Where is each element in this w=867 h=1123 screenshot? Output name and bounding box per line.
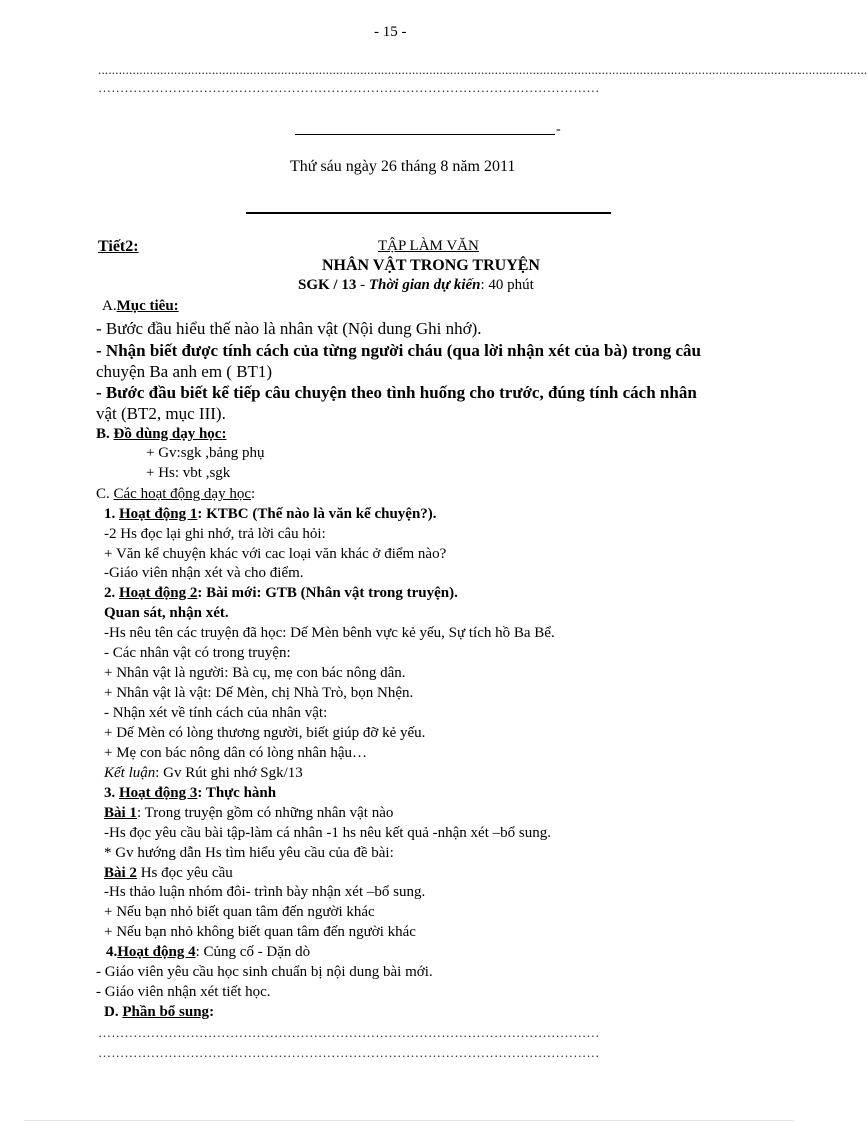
page-number: - 15 - bbox=[374, 24, 407, 40]
top-dotted-line-2: …………………………………………………………………………………………………… bbox=[98, 80, 600, 95]
activity-1-prefix: 1. bbox=[104, 506, 119, 522]
section-a-prefix: A. bbox=[102, 298, 117, 314]
activity-1-line: -Giáo viên nhận xét và cho điểm. bbox=[104, 565, 304, 581]
long-rule bbox=[246, 212, 611, 214]
time-value: : 40 phút bbox=[480, 277, 534, 293]
section-d-title: Phần bổ sung bbox=[122, 1004, 210, 1020]
activity-2-rest: : Bài mới: GTB (Nhân vật trong truyện). bbox=[197, 585, 458, 601]
subject-title: TẬP LÀM VĂN bbox=[378, 238, 479, 254]
goal-line: - Nhận biết được tính cách của từng người cháu (qua lời nhận xét của bà) trong câu bbox=[96, 341, 701, 360]
activity-3-title: Hoạt động 3 bbox=[119, 785, 198, 801]
section-c-suffix: : bbox=[250, 486, 256, 502]
activity-3-rest: : Thực hành bbox=[197, 785, 277, 801]
activity-2-line: -Hs nêu tên các truyện đã học: Dế Mèn bênh vực kẻ yếu, Sự tích hồ Ba Bể. bbox=[104, 625, 555, 641]
section-c-prefix: C. bbox=[96, 486, 114, 502]
activity-2-prefix: 2. bbox=[104, 585, 119, 601]
activity-2-line: + Nhân vật là người: Bà cụ, mẹ con bác nông dân. bbox=[104, 665, 406, 681]
sgk-line bbox=[298, 277, 534, 294]
goal-line: vật (BT2, mục III). bbox=[96, 404, 226, 423]
lesson-label: Tiết2: bbox=[98, 238, 139, 255]
activity-2-title: Hoạt động 2 bbox=[119, 585, 198, 601]
bottom-dotted-line-1: …………………………………………………………………………………………………… bbox=[98, 1025, 600, 1040]
material-item: + Gv:sgk ,bảng phụ bbox=[146, 445, 265, 461]
time-label: Thời gian dự kiến bbox=[368, 277, 481, 293]
activity-4-heading bbox=[106, 943, 310, 962]
exercise-2-detail: -Hs thảo luận nhóm đôi- trình bày nhận xét –bổ sung. bbox=[104, 884, 426, 900]
rule-dash: - bbox=[556, 122, 561, 137]
activity-4-line: - Giáo viên yêu cầu học sinh chuẩn bị nội dung bài mới. bbox=[96, 964, 433, 980]
section-c-heading bbox=[96, 485, 255, 504]
exercise-2-line bbox=[104, 864, 233, 883]
activity-2-heading bbox=[104, 584, 458, 603]
lesson-title: NHÂN VẬT TRONG TRUYỆN bbox=[322, 257, 540, 274]
exercise-2-label: Bài 2 bbox=[104, 865, 137, 881]
activity-4-rest: : Củng cố - Dặn dò bbox=[195, 944, 311, 960]
section-d-suffix: : bbox=[209, 1004, 215, 1020]
top-dotted-line-1: ............................................................................................................................................................................................................................... bbox=[98, 62, 867, 77]
section-d-heading bbox=[104, 1003, 214, 1022]
section-b-heading bbox=[96, 425, 226, 444]
conclusion-text: : Gv Rút ghi nhớ Sgk/13 bbox=[155, 765, 303, 781]
section-a-heading bbox=[102, 297, 179, 316]
goal-line: - Bước đầu biết kể tiếp câu chuyện theo tình huống cho trước, đúng tính cách nhân bbox=[96, 383, 697, 402]
goal-line: - Bước đầu hiểu thế nào là nhân vật (Nội dung Ghi nhớ). bbox=[96, 319, 482, 338]
exercise-2-detail: + Nếu bạn nhỏ biết quan tâm đến người khác bbox=[104, 904, 375, 920]
activity-1-heading bbox=[104, 505, 437, 524]
exercise-2-detail: + Nếu bạn nhỏ không biết quan tâm đến người khác bbox=[104, 924, 416, 940]
exercise-2-text: Hs đọc yêu cầu bbox=[136, 865, 233, 881]
exercise-1-label: Bài 1 bbox=[104, 805, 137, 821]
activity-4-prefix: 4. bbox=[106, 944, 118, 960]
activity-2-subheading: Quan sát, nhận xét. bbox=[104, 605, 229, 621]
activity-3-prefix: 3. bbox=[104, 785, 119, 801]
activity-1-rest: : KTBC (Thế nào là văn kể chuyện?). bbox=[197, 506, 437, 522]
bottom-dotted-line-2: …………………………………………………………………………………………………… bbox=[98, 1045, 600, 1060]
exercise-1-detail: * Gv hướng dẫn Hs tìm hiểu yêu cầu của đề bài: bbox=[104, 845, 394, 861]
short-rule bbox=[295, 134, 555, 135]
activity-4-line: - Giáo viên nhận xét tiết học. bbox=[96, 984, 271, 1000]
section-b-title: Đồ dùng dạy học: bbox=[113, 426, 227, 442]
activity-2-line: + Mẹ con bác nông dân có lòng nhân hậu… bbox=[104, 745, 367, 761]
activity-1-line: + Văn kể chuyện khác với cac loại văn khác ở điểm nào? bbox=[104, 546, 447, 562]
conclusion-label: Kết luận bbox=[104, 765, 156, 781]
activity-2-line: - Nhận xét về tính cách của nhân vật: bbox=[104, 705, 328, 721]
material-item: + Hs: vbt ,sgk bbox=[146, 465, 231, 481]
date-line: Thứ sáu ngày 26 tháng 8 năm 2011 bbox=[290, 158, 516, 175]
activity-3-heading bbox=[104, 784, 276, 803]
sgk-sep: - bbox=[356, 277, 369, 293]
footer-rule bbox=[24, 1120, 794, 1121]
activity-4-title: Hoạt động 4 bbox=[117, 944, 196, 960]
section-b-prefix: B. bbox=[96, 426, 114, 442]
activity-2-line: + Dế Mèn có lòng thương người, biết giúp đỡ kẻ yếu. bbox=[104, 725, 426, 741]
exercise-1-line bbox=[104, 804, 393, 823]
activity-1-line: -2 Hs đọc lại ghi nhớ, trả lời câu hỏi: bbox=[104, 526, 326, 542]
activity-1-title: Hoạt động 1 bbox=[119, 506, 198, 522]
section-d-prefix: D. bbox=[104, 1004, 123, 1020]
activity-2-line: + Nhân vật là vật: Dế Mèn, chị Nhà Trò, bọn Nhện. bbox=[104, 685, 414, 701]
exercise-1-text: : Trong truyện gồm có những nhân vật nào bbox=[136, 805, 394, 821]
goal-line: chuyện Ba anh em ( BT1) bbox=[96, 362, 273, 381]
conclusion-line bbox=[104, 764, 303, 783]
exercise-1-detail: -Hs đọc yêu cầu bài tập-làm cá nhân -1 hs nêu kết quả -nhận xét –bổ sung. bbox=[104, 825, 551, 841]
sgk-ref: SGK / 13 bbox=[298, 277, 357, 293]
activity-2-line: - Các nhân vật có trong truyện: bbox=[104, 645, 291, 661]
section-a-title: Mục tiêu: bbox=[116, 298, 179, 314]
section-c-title: Các hoạt động dạy học bbox=[113, 486, 251, 502]
